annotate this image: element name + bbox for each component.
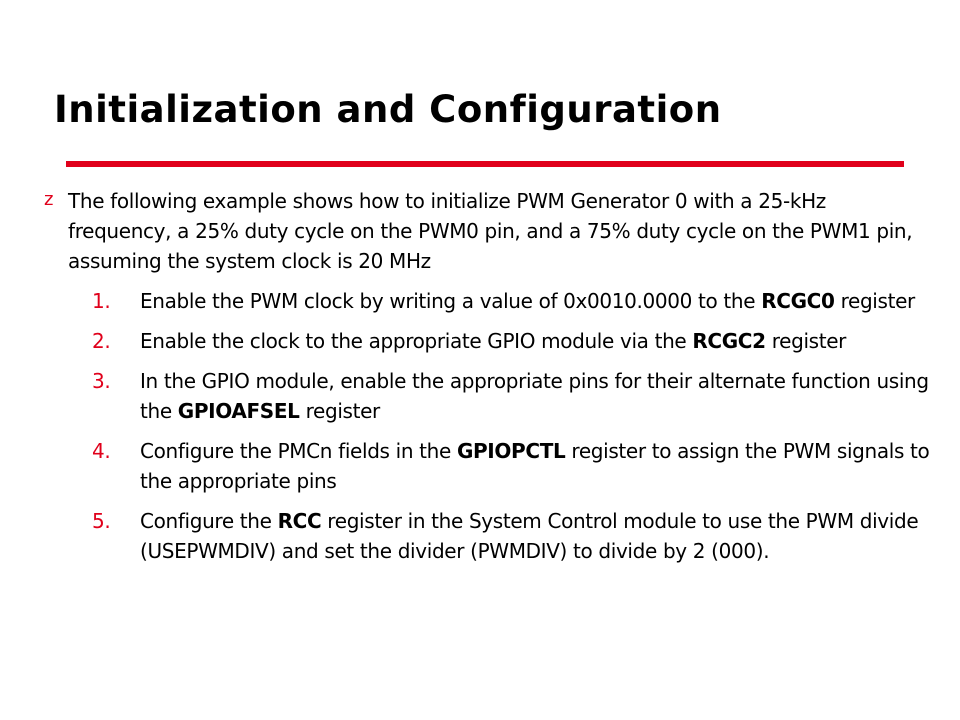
step-item — [92, 326, 932, 356]
z-bullet-icon: z — [44, 189, 54, 210]
step-number: 5. — [92, 509, 111, 533]
step-number: 3. — [92, 369, 111, 393]
steps-list — [92, 286, 932, 576]
step-text: register to assign the PWM signals to the appropriate pins — [140, 439, 930, 493]
register-name: RCC — [277, 509, 322, 533]
title-underline — [66, 161, 904, 167]
slide-title: Initialization and Configuration — [54, 88, 722, 131]
step-text: Configure the — [140, 509, 278, 533]
step-text: register — [299, 399, 380, 423]
step-text: register in the System Control module to use the PWM divide (USEPWMDIV) and set the divider (PWMDIV) to divide by 2 (000). — [140, 509, 919, 563]
step-text: Enable the PWM clock by writing a value of 0x0010.0000 to the — [140, 289, 762, 313]
register-name: GPIOPCTL — [456, 439, 566, 463]
step-text: Enable the clock to the appropriate GPIO module via the — [140, 329, 693, 353]
step-number: 4. — [92, 439, 111, 463]
step-item — [92, 436, 932, 496]
step-text: register — [834, 289, 915, 313]
step-text: Configure the PMCn fields in the — [140, 439, 457, 463]
register-name: RCGC2 — [692, 329, 766, 353]
step-item — [92, 506, 932, 566]
register-name: RCGC0 — [761, 289, 835, 313]
step-item — [92, 366, 932, 426]
step-number: 2. — [92, 329, 111, 353]
step-text: register — [765, 329, 847, 353]
register-name: GPIOAFSEL — [177, 399, 300, 423]
step-item — [92, 286, 932, 316]
step-text: In the GPIO module, enable the appropriate pins for their alternate function using the — [140, 369, 929, 423]
step-number: 1. — [92, 289, 111, 313]
main-bullet-text: The following example shows how to initialize PWM Generator 0 with a 25-kHz frequency, a 25% duty cycle on the PWM0 pin, and a 75% duty cycle on the PWM1 pin, assuming the system clock is 20 MHz — [68, 189, 913, 273]
